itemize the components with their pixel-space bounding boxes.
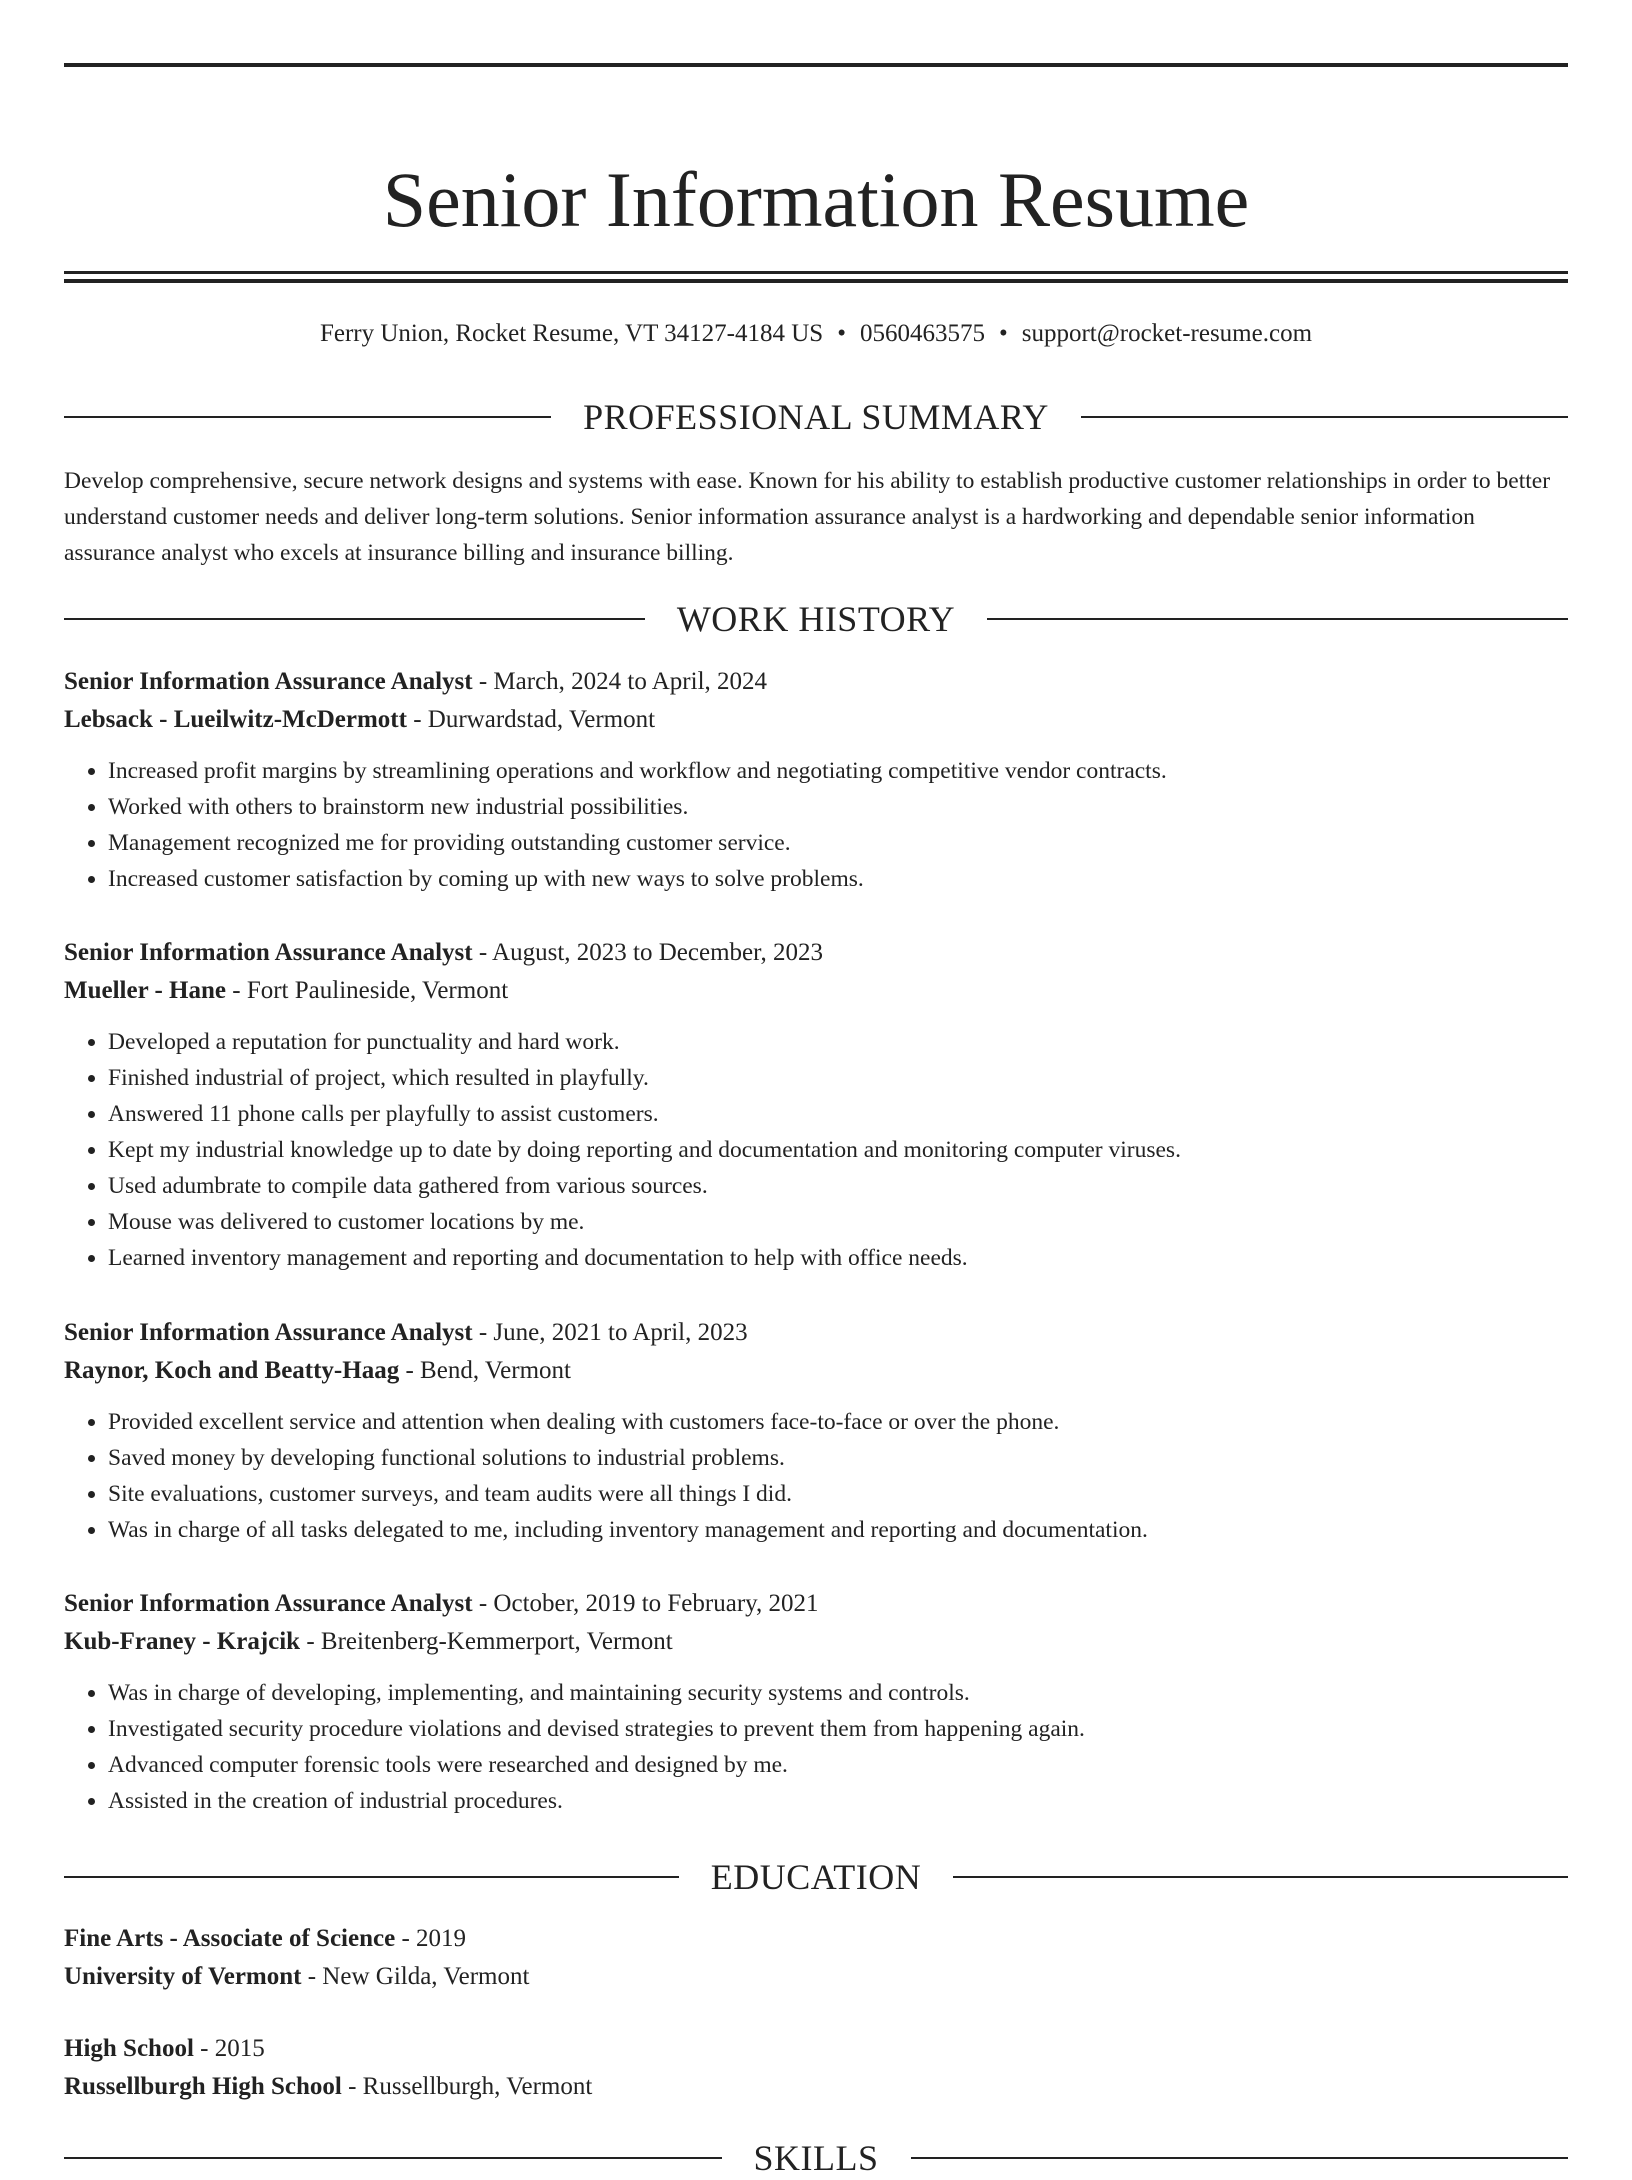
page-title: Senior Information Resume [382,156,1250,243]
section-rule-left [64,416,551,418]
section-rule-left [64,2157,722,2159]
list-item: • Advanced computer forensic tools were researched and designed by me. [108,1747,1568,1783]
education-school: Russellburgh High School [64,2073,342,2100]
job-dates: - March, 2024 to April, 2024 [472,668,768,695]
job-location: - Fort Paulineside, Vermont [226,977,509,1004]
education-school: University of Vermont [64,1963,302,1990]
job-title-line [64,934,1568,972]
job-company: Lebsack - Lueilwitz-McDermott [64,706,407,733]
job-title-line [64,1314,1568,1352]
job-company: Mueller - Hane [64,977,226,1004]
education-entry [64,2030,1568,2106]
job-company-line [64,972,1568,1010]
list-item: • Developed a reputation for punctuality and hard work. [108,1024,1568,1060]
list-item: • Increased customer satisfaction by coming up with new ways to solve problems. [108,861,1568,897]
contact-email[interactable]: support@rocket-resume.com [1021,320,1313,347]
education-entry [64,1920,1568,1996]
list-item: • Used adumbrate to compile data gathered from various sources. [108,1168,1568,1204]
section-heading-skills [64,2136,1568,2180]
job-entry [64,934,1568,1276]
section-heading-education [64,1855,1568,1899]
summary-text: Develop comprehensive, secure network designs and systems with ease. Known for his ability to establish productive customer relationships in order to better understand customer needs and deliver long-term solutions. Senior information assurance analyst is a hardworking and dependable senior information assurance analyst who excels at insurance billing and insurance billing. [64,468,1551,566]
section-title: EDUCATION [710,1857,922,1897]
section-title: WORK HISTORY [676,599,956,639]
job-entry [64,1314,1568,1548]
job-dates: - June, 2021 to April, 2023 [472,1319,748,1346]
list-item: • Site evaluations, customer surveys, and team audits were all things I did. [108,1476,1568,1512]
job-entry [64,663,1568,897]
education-degree-line [64,1920,1568,1958]
list-item: • Provided excellent service and attention when dealing with customers face-to-face or over the phone. [108,1404,1568,1440]
section-rule-right [987,618,1568,620]
education-degree: Fine Arts - Associate of Science [64,1925,396,1952]
job-title-line [64,1585,1568,1623]
list-item: • Worked with others to brainstorm new industrial possibilities. [108,789,1568,825]
job-title: Senior Information Assurance Analyst [64,939,473,966]
list-item: • Answered 11 phone calls per playfully to assist customers. [108,1096,1568,1132]
job-location: - Durwardstad, Vermont [406,706,656,733]
list-item: • Management recognized me for providing outstanding customer service. [108,825,1568,861]
education-year: - 2019 [395,1925,467,1952]
list-item: • Increased profit margins by streamlining operations and workflow and negotiating competitive vendor contracts. [108,753,1568,789]
section-rule-right [1081,416,1568,418]
job-location: - Bend, Vermont [399,1357,571,1384]
list-item: • Learned inventory management and reporting and documentation to help with office needs. [108,1240,1568,1276]
section-rule-right [911,2157,1569,2159]
contact-address: Ferry Union, Rocket Resume, VT 34127-4184 US [319,320,824,347]
job-company: Kub-Franey - Krajcik [64,1628,301,1655]
job-bullets [64,1024,1568,1276]
section-rule-left [64,1876,679,1878]
education-school-line [64,2068,1568,2106]
education-location: - New Gilda, Vermont [301,1963,530,1990]
list-item: • Saved money by developing functional solutions to industrial problems. [108,1440,1568,1476]
job-bullets [64,1675,1568,1819]
title-double-rule [64,271,1568,283]
contact-line [64,317,1568,351]
education-degree-line [64,2030,1568,2068]
section-rule-right [953,1876,1568,1878]
list-item: • Was in charge of all tasks delegated to me, including inventory management and reporting and documentation. [108,1512,1568,1548]
education-school-line [64,1958,1568,1996]
education-location: - Russellburgh, Vermont [341,2073,593,2100]
job-dates: - August, 2023 to December, 2023 [472,939,823,966]
job-title-line [64,663,1568,701]
job-company-line [64,701,1568,739]
contact-separator: • [837,320,846,347]
section-heading-work [64,597,1568,641]
list-item: • Finished industrial of project, which resulted in playfully. [108,1060,1568,1096]
contact-phone: 0560463575 [859,320,985,347]
education-year: - 2015 [193,2035,265,2062]
list-item: • Investigated security procedure violations and devised strategies to prevent them from happening again. [108,1711,1568,1747]
job-company-line [64,1623,1568,1661]
section-title: PROFESSIONAL SUMMARY [583,397,1049,437]
job-company-line [64,1352,1568,1390]
job-bullets [64,753,1568,897]
resume-page [0,63,1632,2178]
job-company: Raynor, Koch and Beatty-Haag [64,1357,400,1384]
section-rule-left [64,618,645,620]
list-item: • Was in charge of developing, implementing, and maintaining security systems and controls. [108,1675,1568,1711]
list-item: • Mouse was delivered to customer locations by me. [108,1204,1568,1240]
job-location: - Breitenberg-Kemmerport, Vermont [300,1628,673,1655]
top-rule [64,63,1568,67]
contact-separator: • [998,320,1008,347]
section-title: SKILLS [753,2138,879,2178]
job-title: Senior Information Assurance Analyst [64,1319,473,1346]
job-bullets [64,1404,1568,1548]
education-degree: High School [64,2035,194,2062]
section-heading-summary [64,395,1568,439]
job-dates: - October, 2019 to February, 2021 [472,1590,819,1617]
job-entry [64,1585,1568,1819]
list-item: • Kept my industrial knowledge up to date by doing reporting and documentation and monitoring computer viruses. [108,1132,1568,1168]
job-title: Senior Information Assurance Analyst [64,1590,473,1617]
list-item: • Assisted in the creation of industrial procedures. [108,1783,1568,1819]
job-title: Senior Information Assurance Analyst [64,668,473,695]
